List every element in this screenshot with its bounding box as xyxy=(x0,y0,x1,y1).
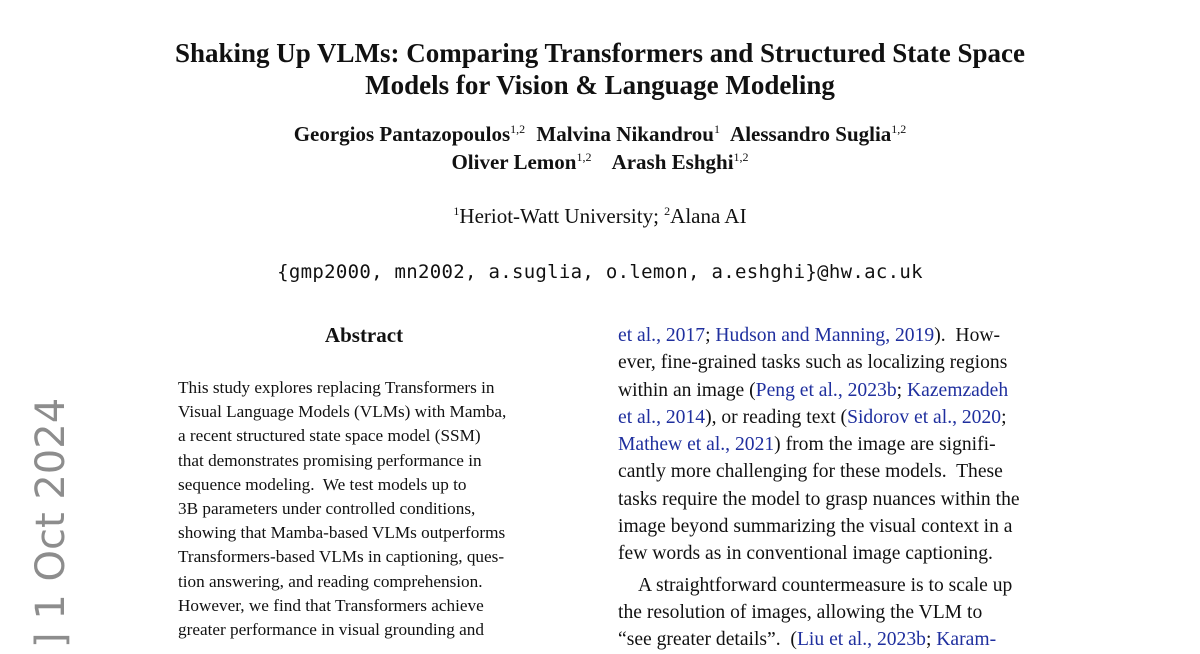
abstract-line: tion answering, and reading comprehension. xyxy=(178,571,483,591)
citation-link[interactable]: Karam- xyxy=(936,629,997,651)
abstract-body xyxy=(178,376,558,642)
body-line: A straightforward countermeasure is to scale up xyxy=(638,574,1013,596)
abstract-line: that demonstrates promising performance in xyxy=(178,450,482,470)
author-emails: {gmp2000, mn2002, a.suglia, o.lemon, a.eshghi}@hw.ac.uk xyxy=(277,261,923,283)
citation-link[interactable]: Kazemzadeh xyxy=(906,379,1009,401)
abstract-line: However, we find that Transformers achieve xyxy=(178,595,484,615)
body-line: image beyond summarizing the visual context in a xyxy=(618,516,1013,538)
author-name: Alessandro Suglia$^{1,2}$ xyxy=(730,122,907,146)
body-line: “see greater details”. (Liu et al., 2023b; Karam- xyxy=(618,629,997,651)
body-line: the resolution of images, allowing the VLM to xyxy=(618,601,983,623)
paper-title-line-1: Shaking Up VLMs: Comparing Transformers and Structured State Space xyxy=(174,38,1026,68)
abstract-line: 3B parameters under controlled conditions, xyxy=(178,498,476,518)
body-line: et al., 2014), or reading text (Sidorov et al., 2020; xyxy=(618,406,1007,428)
abstract-line: a recent structured state space model (SSM) xyxy=(178,426,481,446)
citation-link[interactable]: Peng et al., 2023b xyxy=(755,379,897,401)
affiliations: $^1$Heriot-Watt University; $^2$Alana AI xyxy=(453,204,747,228)
body-line: et al., 2017; Hudson and Manning, 2019). How- xyxy=(618,325,1001,346)
affiliation-name: Heriot-Watt University; xyxy=(459,204,659,228)
author-list-row-1 xyxy=(0,120,1200,148)
body-line: within an image (Peng et al., 2023b; Kazemzadeh xyxy=(618,379,1009,401)
abstract-line: Visual Language Models (VLMs) with Mamba, xyxy=(178,402,507,422)
citation-link[interactable]: Liu et al., 2023b xyxy=(796,629,926,651)
body-line: tasks require the model to grasp nuances within the xyxy=(618,488,1020,510)
citation-link[interactable]: Mathew et al., 2021 xyxy=(618,434,775,456)
abstract-heading: Abstract xyxy=(324,323,404,347)
body-line: ever, fine-grained tasks such as localizing regions xyxy=(618,352,1008,374)
author-list-row-2 xyxy=(0,148,1200,176)
arxiv-side-stamp: ] 1 Oct 2024 xyxy=(28,397,74,648)
citation-link[interactable]: et al., 2017 xyxy=(618,325,706,346)
author-name: Oliver Lemon$^{1,2}$ xyxy=(451,150,592,174)
citation-link[interactable]: Hudson and Manning, 2019 xyxy=(715,325,935,346)
author-name: Georgios Pantazopoulos$^{1,2}$ xyxy=(293,122,526,146)
intro-body xyxy=(618,322,1068,654)
abstract-line: Transformers-based VLMs in captioning, ques- xyxy=(178,547,505,567)
abstract-line: showing that Mamba-based VLMs outperforms xyxy=(178,523,506,543)
body-line: few words as in conventional image captioning. xyxy=(618,543,993,565)
abstract-line: sequence modeling. We test models up to xyxy=(178,474,467,494)
paper-title-line-2: Models for Vision & Language Modeling xyxy=(365,70,835,100)
abstract-line: This study explores replacing Transformers in xyxy=(178,378,495,397)
abstract-line: greater performance in visual grounding and xyxy=(178,619,484,639)
citation-link[interactable]: Sidorov et al., 2020 xyxy=(847,406,1002,428)
affiliation-name: Alana AI xyxy=(670,204,747,228)
body-line: Mathew et al., 2021) from the image are signifi- xyxy=(618,434,996,456)
body-line: cantly more challenging for these models. These xyxy=(618,461,1003,483)
author-name: Malvina Nikandrou$^1$ xyxy=(536,122,720,146)
author-name: Arash Eshghi$^{1,2}$ xyxy=(611,150,749,174)
citation-link[interactable]: et al., 2014 xyxy=(618,406,706,428)
